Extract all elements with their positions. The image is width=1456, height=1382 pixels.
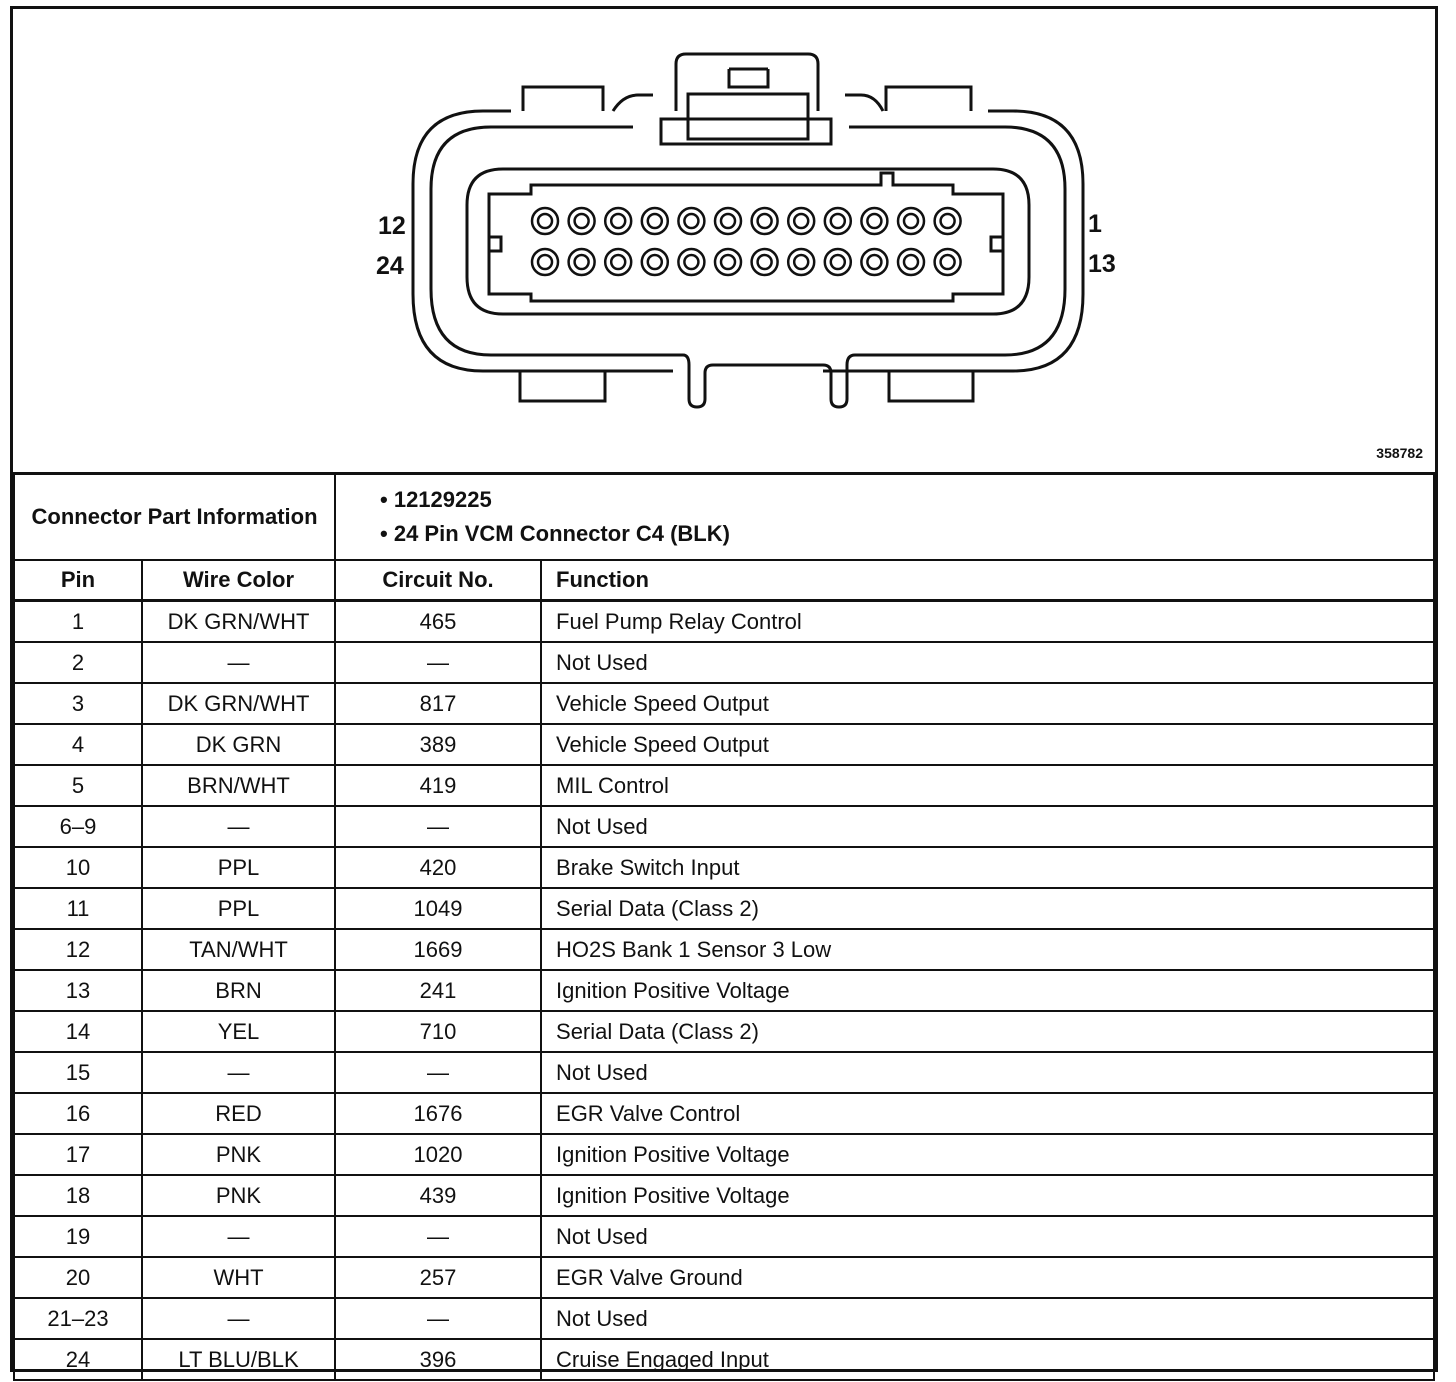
circuit-cell: 710 bbox=[335, 1011, 541, 1052]
function-cell: Ignition Positive Voltage bbox=[541, 1175, 1434, 1216]
pin-cell: 12 bbox=[14, 929, 142, 970]
function-cell: Not Used bbox=[541, 642, 1434, 683]
circuit-cell: 396 bbox=[335, 1339, 541, 1380]
table-row bbox=[14, 1216, 1434, 1257]
pin-cavity bbox=[898, 249, 924, 275]
pin-cavity-inner bbox=[611, 214, 625, 228]
pin-label-13: 13 bbox=[1088, 250, 1116, 278]
connector-info-label: Connector Part Information bbox=[14, 474, 335, 561]
pin-cavity bbox=[569, 249, 595, 275]
pin-cavity bbox=[532, 249, 558, 275]
circuit-cell: — bbox=[335, 806, 541, 847]
circuit-cell: — bbox=[335, 642, 541, 683]
circuit-cell: 1676 bbox=[335, 1093, 541, 1134]
circuit-cell: — bbox=[335, 1216, 541, 1257]
circuit-cell: 439 bbox=[335, 1175, 541, 1216]
circuit-cell: 1049 bbox=[335, 888, 541, 929]
wire-color-cell: — bbox=[142, 1216, 335, 1257]
pin-cavity bbox=[532, 208, 558, 234]
table-row bbox=[14, 1257, 1434, 1298]
function-cell: Vehicle Speed Output bbox=[541, 724, 1434, 765]
pin-cavity-inner bbox=[721, 214, 735, 228]
pin-cavity-inner bbox=[684, 255, 698, 269]
pin-cavity-inner bbox=[648, 255, 662, 269]
pin-label-12: 12 bbox=[378, 212, 406, 240]
wire-color-cell: RED bbox=[142, 1093, 335, 1134]
circuit-cell: 241 bbox=[335, 970, 541, 1011]
pin-cell: 20 bbox=[14, 1257, 142, 1298]
pin-label-24: 24 bbox=[376, 252, 404, 280]
pin-cavity bbox=[861, 249, 887, 275]
function-cell: HO2S Bank 1 Sensor 3 Low bbox=[541, 929, 1434, 970]
pin-cell: 6–9 bbox=[14, 806, 142, 847]
function-cell: Brake Switch Input bbox=[541, 847, 1434, 888]
pin-cell: 4 bbox=[14, 724, 142, 765]
pin-cell: 13 bbox=[14, 970, 142, 1011]
wire-color-cell: TAN/WHT bbox=[142, 929, 335, 970]
table-row bbox=[14, 1052, 1434, 1093]
pin-cavity bbox=[788, 208, 814, 234]
pin-cavity-inner bbox=[794, 214, 808, 228]
function-cell: Ignition Positive Voltage bbox=[541, 970, 1434, 1011]
pin-cavity bbox=[935, 249, 961, 275]
pin-cavity bbox=[898, 208, 924, 234]
function-cell: MIL Control bbox=[541, 765, 1434, 806]
table-header-row bbox=[14, 560, 1434, 601]
pin-cell: 24 bbox=[14, 1339, 142, 1380]
table-row bbox=[14, 929, 1434, 970]
function-cell: Serial Data (Class 2) bbox=[541, 1011, 1434, 1052]
wire-color-cell: PNK bbox=[142, 1134, 335, 1175]
pin-cavity-inner bbox=[941, 255, 955, 269]
circuit-cell: 1669 bbox=[335, 929, 541, 970]
pin-cell: 21–23 bbox=[14, 1298, 142, 1339]
pin-cavity-inner bbox=[831, 214, 845, 228]
wire-color-cell: PPL bbox=[142, 847, 335, 888]
connector-info-row bbox=[14, 474, 1434, 561]
function-cell: Not Used bbox=[541, 806, 1434, 847]
pin-cavity-inner bbox=[611, 255, 625, 269]
table-row bbox=[14, 1175, 1434, 1216]
circuit-cell: 257 bbox=[335, 1257, 541, 1298]
pin-cavity bbox=[678, 208, 704, 234]
header-circuit: Circuit No. bbox=[335, 560, 541, 601]
function-cell: Not Used bbox=[541, 1052, 1434, 1093]
pinout-table bbox=[13, 472, 1435, 1381]
wire-color-cell: LT BLU/BLK bbox=[142, 1339, 335, 1380]
pin-cavity bbox=[569, 208, 595, 234]
pin-cavity-inner bbox=[758, 214, 772, 228]
table-row bbox=[14, 888, 1434, 929]
function-cell: EGR Valve Control bbox=[541, 1093, 1434, 1134]
pin-cavity-inner bbox=[867, 214, 881, 228]
table-row bbox=[14, 1134, 1434, 1175]
pin-cavity-inner bbox=[941, 214, 955, 228]
table-row bbox=[14, 847, 1434, 888]
connector-info-item: • 12129225 bbox=[380, 487, 492, 512]
table-row bbox=[14, 765, 1434, 806]
function-cell: Vehicle Speed Output bbox=[541, 683, 1434, 724]
function-cell: EGR Valve Ground bbox=[541, 1257, 1434, 1298]
header-pin: Pin bbox=[14, 560, 142, 601]
wire-color-cell: DK GRN bbox=[142, 724, 335, 765]
pin-cavity-inner bbox=[575, 255, 589, 269]
pin-cavity-inner bbox=[684, 214, 698, 228]
table-row bbox=[14, 724, 1434, 765]
connector-info-item: • 24 Pin VCM Connector C4 (BLK) bbox=[380, 521, 730, 546]
wire-color-cell: PPL bbox=[142, 888, 335, 929]
table-row bbox=[14, 1011, 1434, 1052]
pin-cavity-inner bbox=[648, 214, 662, 228]
connector-diagram bbox=[13, 9, 1435, 472]
pin-cavity bbox=[788, 249, 814, 275]
wire-color-cell: — bbox=[142, 806, 335, 847]
pin-cavity-inner bbox=[831, 255, 845, 269]
connector-sheet bbox=[10, 6, 1438, 1372]
header-function: Function bbox=[541, 560, 1434, 601]
pin-cavity bbox=[715, 208, 741, 234]
pin-cavity-inner bbox=[538, 255, 552, 269]
function-cell: Fuel Pump Relay Control bbox=[541, 601, 1434, 643]
connector-face-drawing bbox=[13, 9, 1435, 472]
pin-cell: 1 bbox=[14, 601, 142, 643]
circuit-cell: — bbox=[335, 1052, 541, 1093]
table-row bbox=[14, 683, 1434, 724]
wire-color-cell: — bbox=[142, 1298, 335, 1339]
pin-cell: 5 bbox=[14, 765, 142, 806]
wire-color-cell: BRN bbox=[142, 970, 335, 1011]
pin-cavity bbox=[678, 249, 704, 275]
connector-info-list bbox=[335, 474, 1434, 561]
wire-color-cell: DK GRN/WHT bbox=[142, 683, 335, 724]
function-cell: Ignition Positive Voltage bbox=[541, 1134, 1434, 1175]
pin-cavity bbox=[642, 249, 668, 275]
wire-color-cell: WHT bbox=[142, 1257, 335, 1298]
pin-cavity-inner bbox=[867, 255, 881, 269]
circuit-cell: — bbox=[335, 1298, 541, 1339]
pin-cell: 16 bbox=[14, 1093, 142, 1134]
figure-id: 358782 bbox=[1376, 445, 1423, 461]
pin-cavity bbox=[935, 208, 961, 234]
pin-cavity-inner bbox=[721, 255, 735, 269]
pin-cavity bbox=[752, 249, 778, 275]
pin-cavity-inner bbox=[794, 255, 808, 269]
circuit-cell: 389 bbox=[335, 724, 541, 765]
pin-cavity bbox=[825, 249, 851, 275]
pin-cavity-inner bbox=[904, 255, 918, 269]
wire-color-cell: PNK bbox=[142, 1175, 335, 1216]
wire-color-cell: — bbox=[142, 1052, 335, 1093]
circuit-cell: 420 bbox=[335, 847, 541, 888]
pin-cell: 2 bbox=[14, 642, 142, 683]
function-cell: Not Used bbox=[541, 1298, 1434, 1339]
function-cell: Cruise Engaged Input bbox=[541, 1339, 1434, 1380]
header-wire-color: Wire Color bbox=[142, 560, 335, 601]
table-row bbox=[14, 601, 1434, 643]
pin-cavity-inner bbox=[538, 214, 552, 228]
pin-cell: 14 bbox=[14, 1011, 142, 1052]
pin-cavity bbox=[605, 249, 631, 275]
pin-cavity-inner bbox=[904, 214, 918, 228]
pin-cell: 3 bbox=[14, 683, 142, 724]
pin-cavity bbox=[861, 208, 887, 234]
table-row bbox=[14, 642, 1434, 683]
circuit-cell: 465 bbox=[335, 601, 541, 643]
wire-color-cell: DK GRN/WHT bbox=[142, 601, 335, 643]
circuit-cell: 419 bbox=[335, 765, 541, 806]
pin-cell: 18 bbox=[14, 1175, 142, 1216]
pin-cell: 11 bbox=[14, 888, 142, 929]
pin-label-1: 1 bbox=[1088, 210, 1102, 238]
table-row bbox=[14, 970, 1434, 1011]
function-cell: Serial Data (Class 2) bbox=[541, 888, 1434, 929]
table-row bbox=[14, 806, 1434, 847]
pin-cell: 10 bbox=[14, 847, 142, 888]
wire-color-cell: BRN/WHT bbox=[142, 765, 335, 806]
pin-cavity-inner bbox=[575, 214, 589, 228]
circuit-cell: 1020 bbox=[335, 1134, 541, 1175]
circuit-cell: 817 bbox=[335, 683, 541, 724]
pin-cavity bbox=[825, 208, 851, 234]
pin-cavity bbox=[605, 208, 631, 234]
pin-cavity bbox=[642, 208, 668, 234]
pin-grid bbox=[532, 208, 961, 275]
pin-cavity bbox=[715, 249, 741, 275]
pin-cell: 15 bbox=[14, 1052, 142, 1093]
table-row bbox=[14, 1339, 1434, 1380]
pin-cell: 17 bbox=[14, 1134, 142, 1175]
wire-color-cell: — bbox=[142, 642, 335, 683]
pin-cavity bbox=[752, 208, 778, 234]
pin-cell: 19 bbox=[14, 1216, 142, 1257]
function-cell: Not Used bbox=[541, 1216, 1434, 1257]
wire-color-cell: YEL bbox=[142, 1011, 335, 1052]
table-row bbox=[14, 1298, 1434, 1339]
table-row bbox=[14, 1093, 1434, 1134]
pin-cavity-inner bbox=[758, 255, 772, 269]
